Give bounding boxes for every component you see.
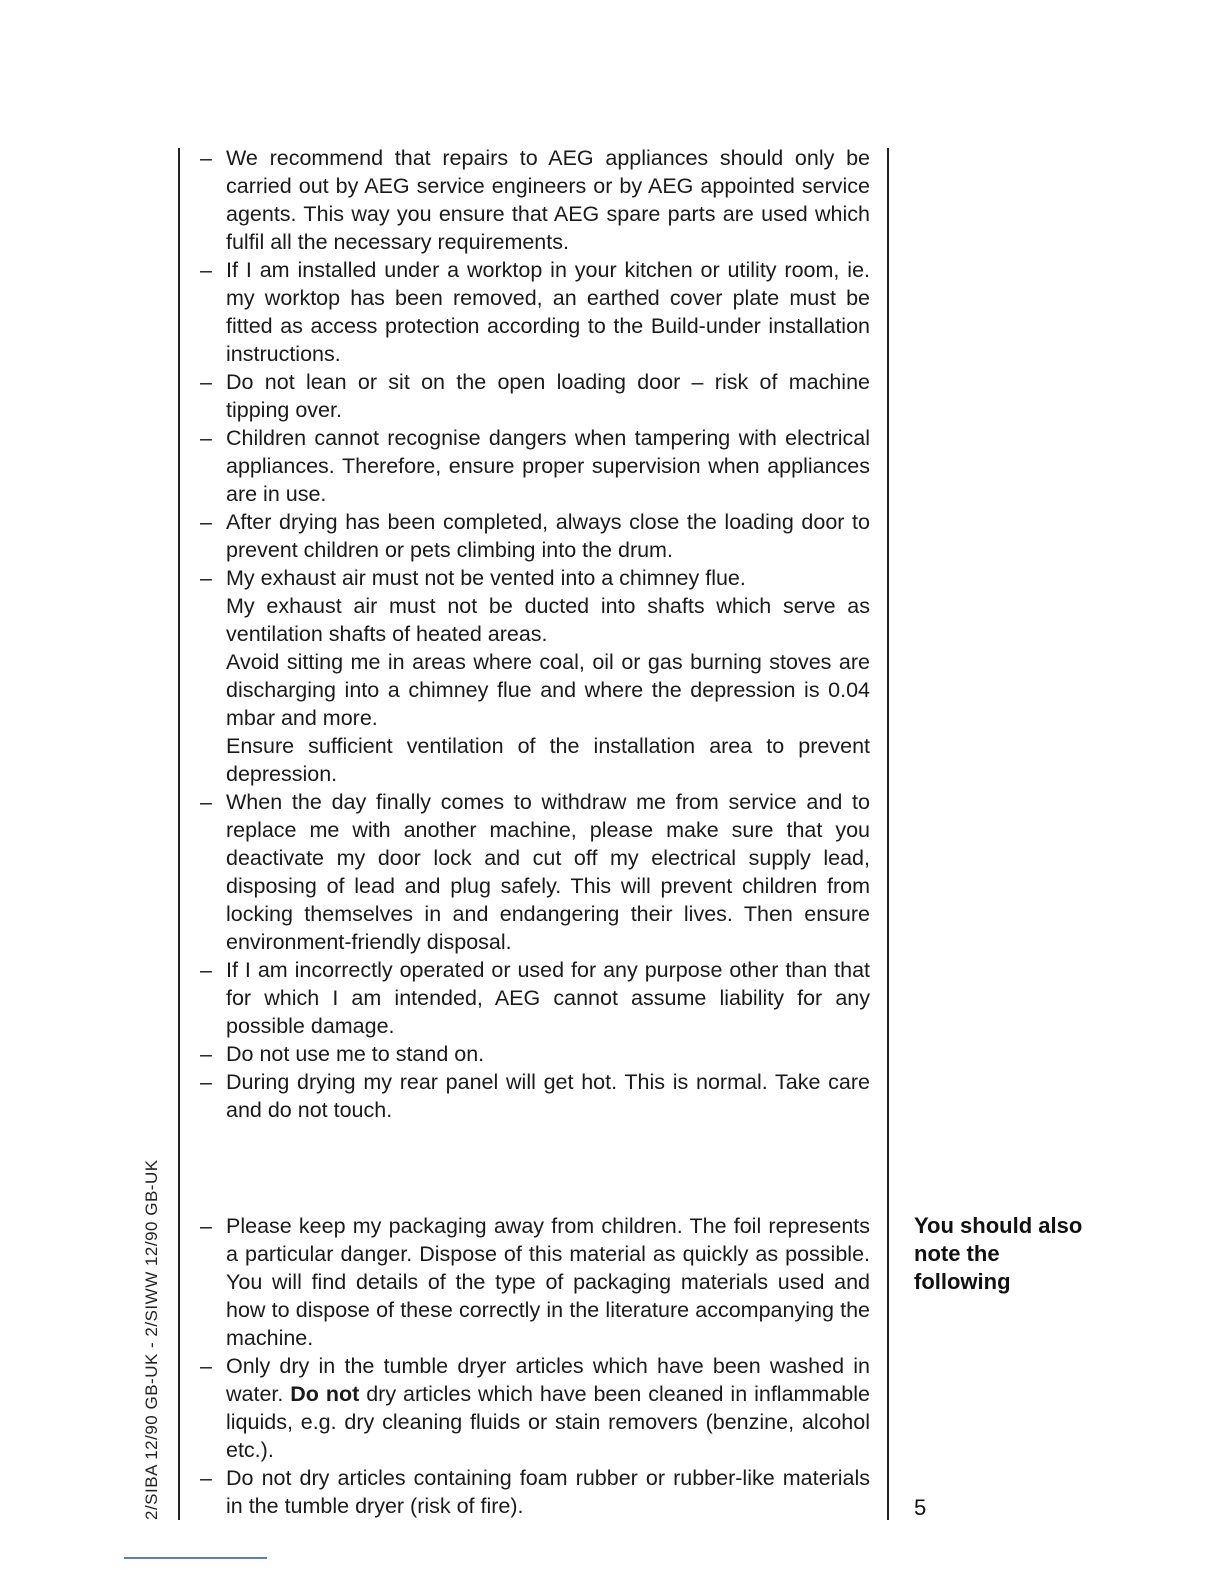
item-text: Please keep my packaging away from children. The foil represents a particular danger. Dispose of this material as quickly as possible. You will find details of the type of packaging materials used and how to dispose of these correctly in the literature accompanying the machine. xyxy=(226,1214,870,1350)
side-heading-line: following xyxy=(914,1269,1011,1294)
side-heading xyxy=(914,1212,1144,1296)
list-item xyxy=(200,144,870,256)
item-text: Do not lean or sit on the open loading door – risk of machine tipping over. xyxy=(226,370,870,422)
list-dash: – xyxy=(200,566,212,590)
list-dash: – xyxy=(200,426,212,450)
list-item xyxy=(200,1464,870,1520)
emphasis-do-not: Do not xyxy=(290,1382,360,1406)
item-text-part: dry articles which have been cleaned in inflammable liquids, e.g. dry cleaning fluids or stain removers (benzine, alcohol etc.). xyxy=(226,1382,870,1462)
list-item xyxy=(200,956,870,1040)
list-item xyxy=(200,1040,870,1068)
list-item xyxy=(200,564,870,788)
footer-line xyxy=(124,1557,267,1559)
list-dash: – xyxy=(200,1354,212,1378)
item-text: When the day finally comes to withdraw me from service and to replace me with another machine, please make sure that you deactivate my door lock and cut off my electrical supply lead, disposing of lead and plug safely. This will prevent children from locking themselves in and endangering their lives. Then ensure environment-friendly disposal. xyxy=(226,790,870,954)
item-text: If I am installed under a worktop in your kitchen or utility room, ie. my worktop has been removed, an earthed cover plate must be fitted as access protection according to the Build-under installation instructions. xyxy=(226,258,870,366)
list-dash: – xyxy=(200,146,212,170)
list-dash: – xyxy=(200,1214,212,1238)
list-dash: – xyxy=(200,1042,212,1066)
list-dash: – xyxy=(200,1466,212,1490)
item-text: Ensure sufficient ventilation of the installation area to prevent depression. xyxy=(226,734,870,786)
note-list-bottom xyxy=(200,1212,870,1520)
item-text: My exhaust air must not be ducted into shafts which serve as ventilation shafts of heated areas. xyxy=(226,594,870,646)
item-text: We recommend that repairs to AEG appliances should only be carried out by AEG service engineers or by AEG appointed service agents. This way you ensure that AEG spare parts are used which fulfil all the necessary requirements. xyxy=(226,146,870,254)
item-text: Avoid sitting me in areas where coal, oil or gas burning stoves are discharging into a chimney flue and where the depression is 0.04 mbar and more. xyxy=(226,650,870,730)
item-text xyxy=(226,1352,870,1464)
right-margin-rule xyxy=(887,148,889,1520)
list-dash: – xyxy=(200,370,212,394)
list-dash: – xyxy=(200,790,212,814)
left-margin-rule xyxy=(178,148,180,1520)
item-text: Do not dry articles containing foam rubber or rubber-like materials in the tumble dryer (risk of fire). xyxy=(226,1466,870,1518)
list-item xyxy=(200,1212,870,1352)
list-item xyxy=(200,788,870,956)
list-item xyxy=(200,424,870,508)
item-text: If I am incorrectly operated or used for any purpose other than that for which I am intended, AEG cannot assume liability for any possible damage. xyxy=(226,958,870,1038)
page-number: 5 xyxy=(914,1495,927,1520)
list-dash: – xyxy=(200,258,212,282)
list-item xyxy=(200,1068,870,1124)
list-item xyxy=(200,1352,870,1464)
list-item xyxy=(200,256,870,368)
list-dash: – xyxy=(200,510,212,534)
side-heading-line: note the xyxy=(914,1241,1000,1266)
item-text-part: Only dry in the tumble dryer articles which have been washed in water. xyxy=(226,1354,870,1406)
safety-list-top xyxy=(200,144,870,1124)
item-text: After drying has been completed, always close the loading door to prevent children or pets climbing into the drum. xyxy=(226,510,870,562)
list-item xyxy=(200,368,870,424)
item-text: Do not use me to stand on. xyxy=(226,1042,485,1066)
list-dash: – xyxy=(200,1070,212,1094)
item-text: My exhaust air must not be vented into a chimney flue. xyxy=(226,566,746,590)
item-text: Children cannot recognise dangers when tampering with electrical appliances. Therefore, ensure proper supervision when appliances are in use. xyxy=(226,426,870,506)
list-item xyxy=(200,508,870,564)
item-text: During drying my rear panel will get hot. This is normal. Take care and do not touch. xyxy=(226,1070,870,1122)
document-code: 2/SIBA 12/90 GB-UK - 2/SIWW 12/90 GB-UK xyxy=(142,1159,161,1520)
list-dash: – xyxy=(200,958,212,982)
side-heading-line: You should also xyxy=(914,1213,1083,1238)
